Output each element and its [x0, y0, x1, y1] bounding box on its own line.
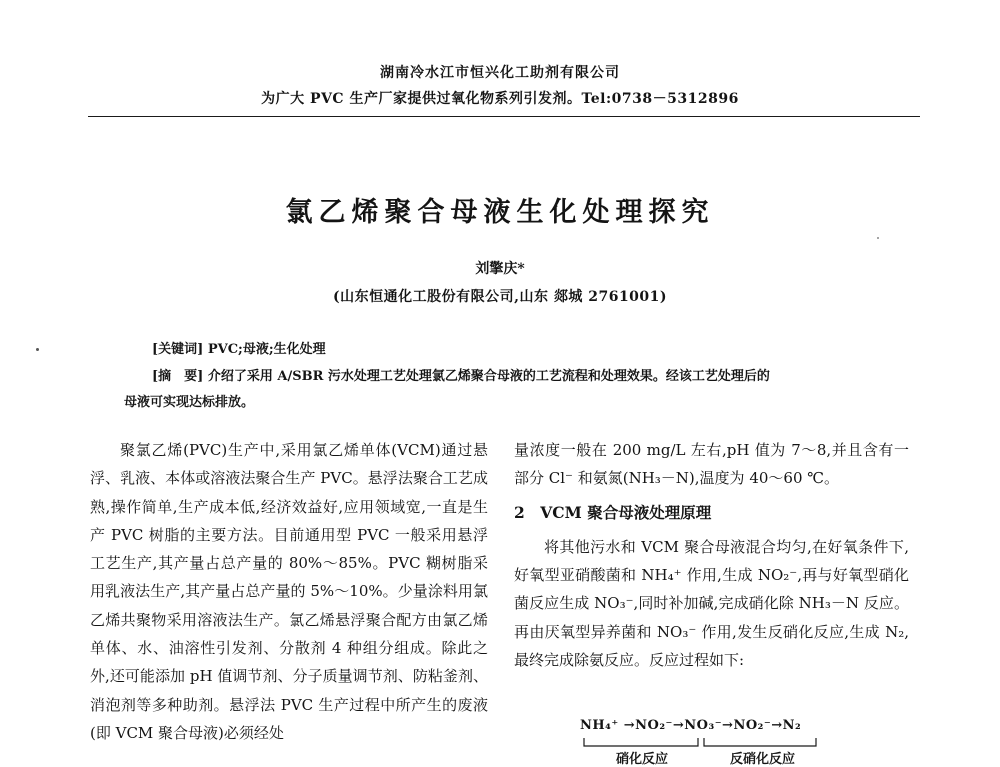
left-column	[90, 436, 488, 747]
reaction-diagram	[580, 718, 820, 767]
right-column	[514, 436, 909, 674]
scan-speck	[36, 348, 39, 351]
body-paragraph: 将其他污水和 VCM 聚合母液混合均匀,在好氧条件下,好氧型亚硝酸菌和 NH₄⁺ 作用,生成 NO₂⁻,再与好氧型硝化菌反应生成 NO₃⁻,同时补加碱,完成硝化除 NH₃－N 反应。再由厌氧型异养菌和 NO₃⁻ 作用,发生反硝化反应,生成 N₂,最终完成除氨反应。反应过程如下:	[514, 537, 909, 670]
nitrification-label: 硝化反应	[616, 752, 669, 767]
scan-speck	[877, 237, 879, 239]
header-company: 湖南冷水江市恒兴化工助剂有限公司	[380, 65, 620, 81]
denitrification-label: 反硝化反应	[730, 752, 796, 767]
abstract	[124, 364, 892, 416]
article-affiliation: (山东恒通化工股份有限公司,山东 郯城 2761001)	[332, 289, 668, 305]
keywords: [关键词] PVC;母液;生化处理	[152, 342, 326, 357]
header-rule	[88, 116, 920, 117]
article-author: 刘擎庆*	[475, 261, 525, 277]
body-paragraph: 量浓度一般在 200 mg/L 左右,pH 值为 7～8,并且含有一部分 Cl⁻ 和氨氮(NH₃－N),温度为 40～60 ℃。	[514, 441, 909, 488]
section-heading: 2 VCM 聚合母液处理原理	[514, 502, 712, 522]
article-title: 氯乙烯聚合母液生化处理探究	[285, 197, 715, 228]
body-paragraph: 聚氯乙烯(PVC)生产中,采用氯乙烯单体(VCM)通过悬浮、乳液、本体或溶液法聚合生产 PVC。悬浮法聚合工艺成熟,操作简单,生产成本低,经济效益好,应用领域宽,一直是生产 PVC 树脂的主要方法。目前通用型 PVC 一般采用悬浮工艺生产,其产量占总产量的 80%～85%。PVC 糊树脂采用乳液法生产,其产量占总产量的 5%～10%。少量涂料用氯乙烯共聚物采用溶液法生产。氯乙烯悬浮聚合配方由氯乙烯单体、水、油溶性引发剂、分散剂 4 种组分组成。除此之外,还可能添加 pH 值调节剂、分子质量调节剂、防粘釜剂、消泡剂等多种助剂。悬浮法 PVC 生产过程中所产生的废液(即 VCM 聚合母液)必须经处	[90, 441, 488, 742]
header-slogan: 为广大 PVC 生产厂家提供过氧化物系列引发剂。Tel:0738－5312896	[261, 91, 739, 107]
reaction-equation: NH₄⁺ →NO₂⁻→NO₃⁻→NO₂⁻→N₂	[580, 718, 802, 733]
abstract-line-2: 母液可实现达标排放。	[124, 395, 255, 410]
abstract-line-1: [摘 要] 介绍了采用 A/SBR 污水处理工艺处理氯乙烯聚合母液的工艺流程和处理效果。经该工艺处理后的	[152, 369, 770, 384]
